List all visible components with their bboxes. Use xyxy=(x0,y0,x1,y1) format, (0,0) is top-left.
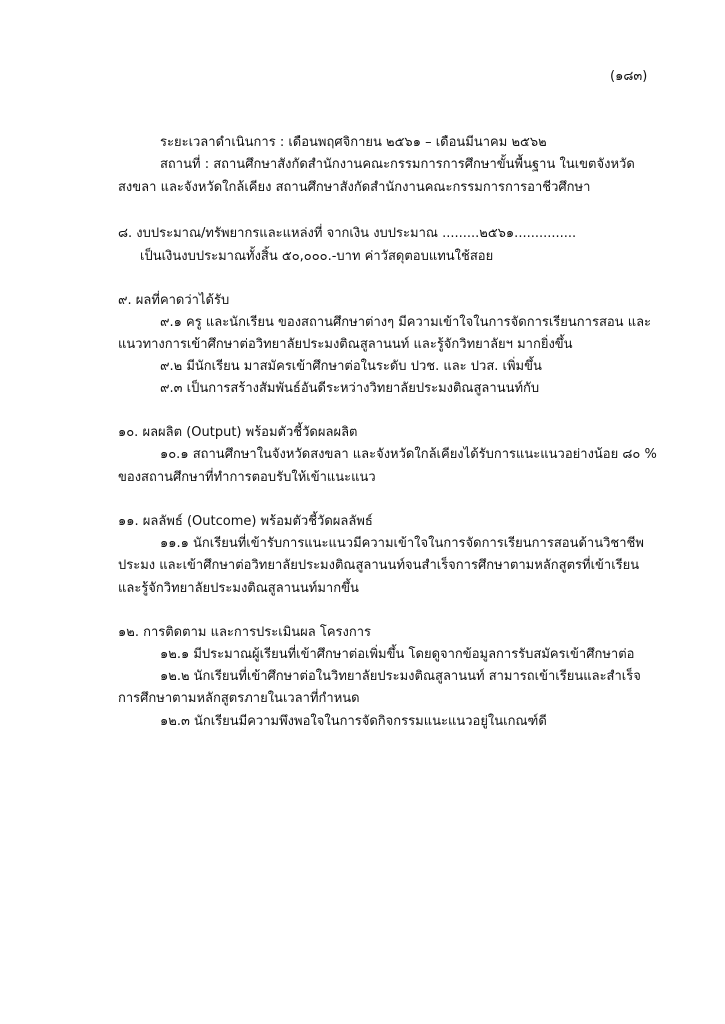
section-11-heading: ๑๑. ผลลัพธ์ (Outcome) พร้อมตัวชี้วัดผลลัพธ์ xyxy=(118,514,373,529)
section-11-item-1-line-3: และรู้จักวิทยาลัยประมงติณสูลานนท์มากขึ้น xyxy=(118,581,359,596)
schedule-place-line-1: สถานที่ : สถานศึกษาสังกัดสำนักงานคณะกรรมการการศึกษาขั้นพื้นฐาน ในเขตจังหวัด xyxy=(160,157,635,172)
section-12-item-3: ๑๒.๓ นักเรียนมีความพึงพอใจในการจัดกิจกรรมแนะแนวอยู่ในเกณฑ์ดี xyxy=(160,714,547,729)
section-9-item-2: ๙.๒ มีนักเรียน มาสมัครเข้าศึกษาต่อในระดับ ปวช. และ ปวส. เพิ่มขึ้น xyxy=(160,359,542,374)
section-10-item-1-line-2: ของสถานศึกษาที่ทำการตอบรับให้เข้าแนะแนว xyxy=(118,470,376,485)
section-8-budget-total: เป็นเงินงบประมาณทั้งสิ้น ๕๐,๐๐๐.-บาท ค่าวัสดุตอบแทนใช้สอย xyxy=(140,249,494,264)
section-11-item-1-line-2: ประมง และเข้าศึกษาต่อวิทยาลัยประมงติณสูลานนท์จนสำเร็จการศึกษาตามหลักสูตรที่เข้าเรียน xyxy=(118,558,640,573)
section-12-heading: ๑๒. การติดตาม และการประเมินผล โครงการ xyxy=(118,625,372,640)
section-12-item-1: ๑๒.๑ มีประมาณผู้เรียนที่เข้าศึกษาต่อเพิ่มขึ้น โดยดูจากข้อมูลการรับสมัครเข้าศึกษาต่อ xyxy=(160,647,635,662)
section-9-item-1-line-2: แนวทางการเข้าศึกษาต่อวิทยาลัยประมงติณสูลานนท์ และรู้จักวิทยาลัยฯ มากยิ่งขึ้น xyxy=(118,337,573,352)
section-9-item-1-line-1: ๙.๑ ครู และนักเรียน ของสถานศึกษาต่างๆ มีความเข้าใจในการจัดการเรียนการสอน และ xyxy=(160,315,652,330)
section-12-item-2-line-1: ๑๒.๒ นักเรียนที่เข้าศึกษาต่อในวิทยาลัยประมงติณสูลานนท์ สามารถเข้าเรียนและสำเร็จ xyxy=(160,669,641,684)
section-9-item-3: ๙.๓ เป็นการสร้างสัมพันธ์อันดีระหว่างวิทยาลัยประมงติณสูลานนท์กับ xyxy=(160,381,540,396)
section-9-heading: ๙. ผลที่คาดว่าได้รับ xyxy=(118,293,230,308)
section-10-heading: ๑๐. ผลผลิต (Output) พร้อมตัวชี้วัดผลผลิต xyxy=(118,425,358,440)
schedule-place-line-2: สงขลา และจังหวัดใกล้เคียง สถานศึกษาสังกัดสำนักงานคณะกรรมการการอาชีวศึกษา xyxy=(118,180,591,195)
schedule-period: ระยะเวลาดำเนินการ : เดือนพฤศจิกายน ๒๕๖๑ – เดือนมีนาคม ๒๕๖๒ xyxy=(160,135,547,150)
section-10-item-1-line-1: ๑๐.๑ สถานศึกษาในจังหวัดสงขลา และจังหวัดใกล้เคียงได้รับการแนะแนวอย่างน้อย ๘๐ % xyxy=(160,447,657,462)
section-12-item-2-line-2: การศึกษาตามหลักสูตรภายในเวลาที่กำหนด xyxy=(118,691,360,706)
section-8-heading: ๘. งบประมาณ/ทรัพยากรและแหล่งที่ จากเงิน งบประมาณ .........๒๕๖๑............... xyxy=(118,226,577,241)
page-number: (๑๘๓) xyxy=(610,69,648,84)
section-11-item-1-line-1: ๑๑.๑ นักเรียนที่เข้ารับการแนะแนวมีความเข้าใจในการจัดการเรียนการสอนด้านวิชาชีพ xyxy=(160,536,644,551)
